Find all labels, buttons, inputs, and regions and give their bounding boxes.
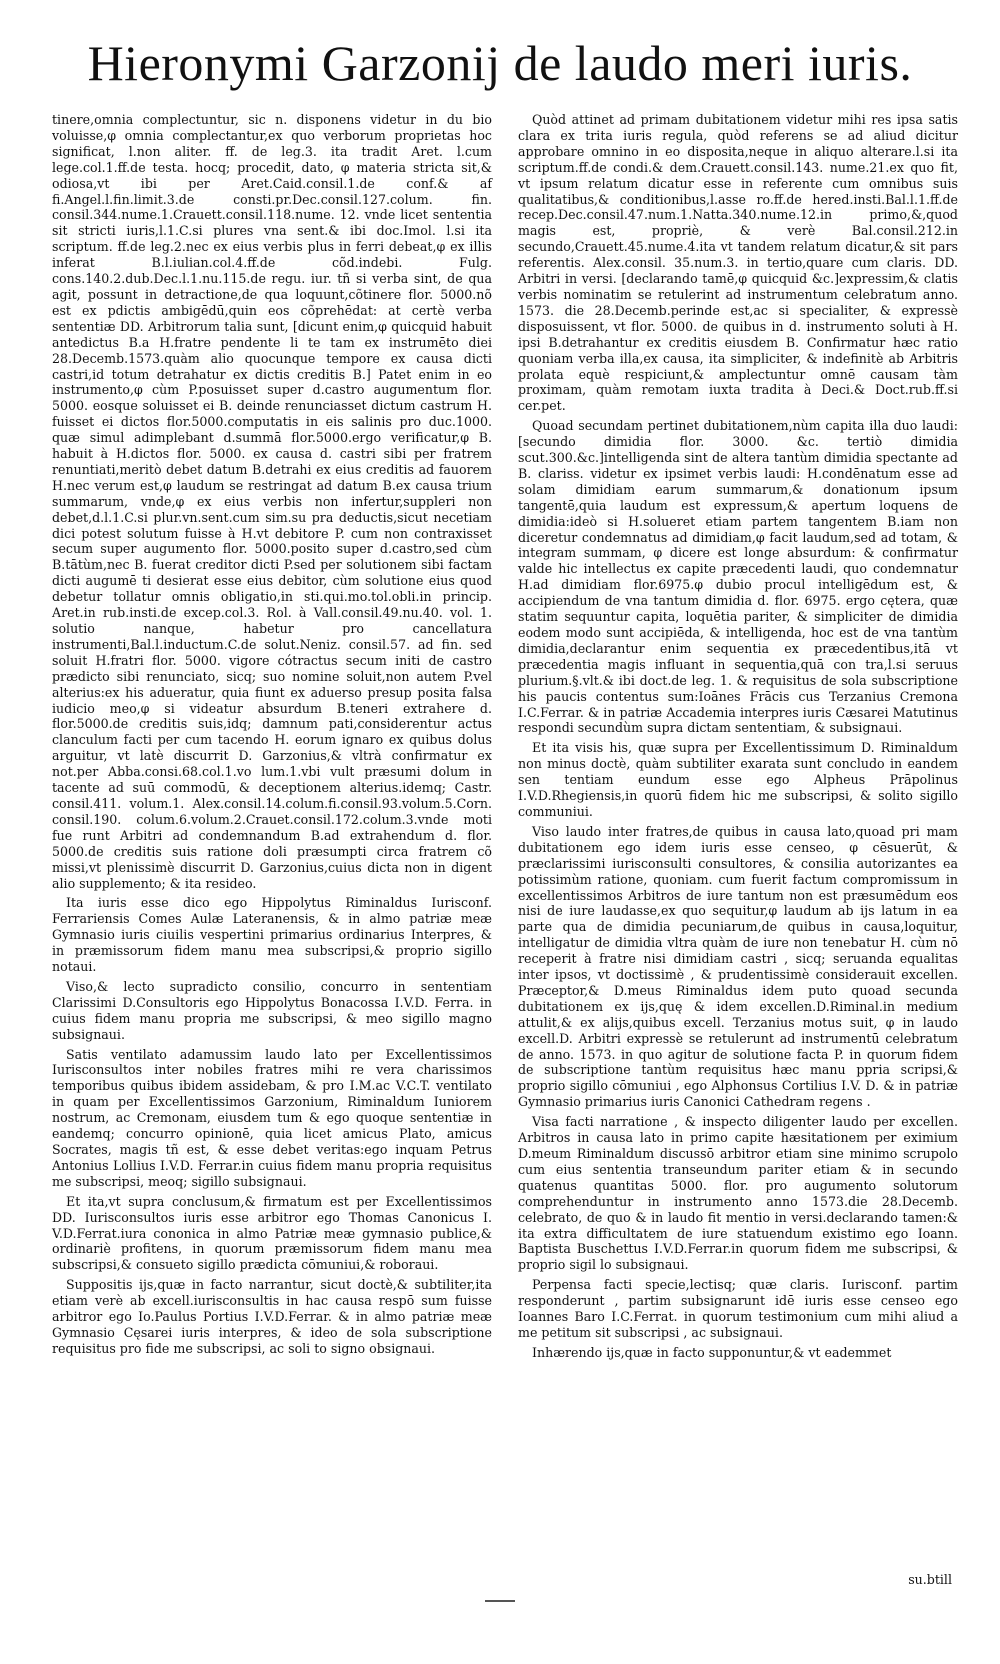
right-paragraph-5: Visa facti narratione , & inspecto diligenter laudo per excellen. Arbitros in causa lato in primo capite hæsitationem per eximium D.meum Riminaldum discussō arbitror etiam sine minimo scrupolo cum eius sententia transeundum pariter etiam & in secundo quatenus quantitas 5000. flor. pro augumento solutorum comprehenduntur in instrumento anno 1573.die 28.Decemb. celebrato, de quo & in laudo fit mentio in versi.declarando tamen:& ita extra difficultatem de iure statuendum existimo ego Ioann. Baptista Buschettus I.V.D.Ferrar.in quorum fidem me subscripsi, & proprio sigil lo subsignaui. <box>518 1114 958 1273</box>
left-paragraph-2: Ita iuris esse dico ego Hippolytus Riminaldus Iurisconf. Ferrariensis Comes Aulæ Lateranensis, & in almo patriæ meæ Gymnasio iuris ciuilis vespertini primarius ordinarius Interpres, & in præmissorum fidem manu mea subscripsi,& proprio sigillo notaui. <box>52 895 492 975</box>
right-paragraph-1: Quòd attinet ad primam dubitationem videtur mihi res ipsa satis clara ex trita iuris regula, quòd referens se ad aliud dicitur approbare omnino in eo disposita,neque in aliquo alterare.l.si ita scriptum.ff.de condi.& dem.Crauett.consil.143. nume.21.ex quo fit, vt ipsum relatum dicatur esse in referente cum omnibus suis qualitatibus,& conditionibus,l.asse ro.ff.de hered.insti.Bal.l.1.ff.de recep.Dec.consil.47.num.1.Natta.340.nume.12.in primo,&,quod magis est, propriè, & verè Bal.consil.212.in secundo,Crauett.45.nume.4.ita vt tandem relatum dicatur,& sit pars referentis. Alex.consil. 35.num.3. in tertio,quare cum claris. DD. Arbitri in versi. [declarando tamē,φ quicquid &c.]expressim,& clatis verbis nominatim se retulerint ad instrumentum celebratum anno. 1573. die 28.Decemb.perinde est,ac si specialiter, & expressè disposuissent, vt flor. 5000. de quibus in d. instrumento soluti à H. ipsi B.detrahantur ex creditis eiusdem B. Confirmatur hæc ratio quoniam verba illa,ex causa, ita simpliciter, & indefinitè ab Arbitris prolata equè respiciunt,& amplectuntur omnē causam tàm proximam, quàm remotam iuxta tradita à Deci.& Doct.rub.ff.si cer.pet. <box>518 112 958 414</box>
running-head: Hieronymi Garzonij de laudo meri iuris. <box>87 35 913 91</box>
left-paragraph-5: Et ita,vt supra conclusum,& firmatum est per Excellentissimos DD. Iurisconsultos iuris esse arbitror ego Thomas Canonicus I. V.D.Ferrat.iura cononica in almo Patriæ meæ gymnasio publice,& ordinariè profitens, in quorum præmissorum fidem manu mea subscripsi,& consueto sigillo prædicta cōmuniui,& roboraui. <box>52 1193 492 1273</box>
left-column <box>52 112 492 1361</box>
right-column <box>518 112 958 1365</box>
catchword: su.btill <box>908 1572 952 1587</box>
left-paragraph-3: Viso,& lecto supradicto consilio, concurro in sententiam Clarissimi D.Consultoris ego Hippolytus Bonacossa I.V.D. Ferra. in cuius fidem manu propria me subscripsi, & meo sigillo magno subsignaui. <box>52 978 492 1042</box>
right-paragraph-3: Et ita visis his, quæ supra per Excellentissimum D. Riminaldum non minus doctè, quàm subtiliter exarata sunt concludo in eandem sen tentiam eundum esse ego Alpheus Prāpolinus I.V.D.Rhegiensis,in quorū fidem hic me subscripsi, & solito sigillo communiui. <box>518 740 958 819</box>
right-paragraph-7: Inhærendo ijs,quæ in facto supponuntur,& vt eademmet <box>532 1344 892 1360</box>
footer-mark <box>485 1598 491 1605</box>
left-paragraph-6: Suppositis ijs,quæ in facto narrantur, sicut doctè,& subtiliter,ita etiam verè ab excell.iurisconsultis in hac causa respō sum fuisse arbitror ego Io.Paulus Portius I.V.D.Ferrar. & in almo patriæ meæ Gymnasio Cęsarei iuris interpres, & ideo de sola subscriptione requisitus pro fide me subscripsi, ac soli to signo obsignaui. <box>52 1277 492 1356</box>
footer-rule <box>485 1600 515 1606</box>
left-paragraph-4: Satis ventilato adamussim laudo lato per Excellentissimos Iurisconsultos inter nobiles fratres mihi re vera charissimos temporibus quibus ibidem assidebam, & pro I.M.ac V.C.T. ventilato in quam per Excellentissimos Garzonium, Riminaldum Iuniorem nostrum, ac Cremonam, eiusdem tum & ego quoque sententiæ in eandemq; concurro opinionē, quia licet amicus Plato, amicus Socrates, magis tñ est, & esse debet veritas:ego inquam Petrus Antonius Lollius I.V.D. Ferrar.in cuius fidem manu propria requisitus me subscripsi, meoq; sigillo subsignaui. <box>52 1046 492 1189</box>
left-paragraph-1: tinere,omnia complectuntur, sic n. disponens videtur in du bio voluisse,φ omnia complectantur,ex quo verborum proprietas hoc significat, l.non aliter. ff. de leg.3. ita tradit Aret. l.cum lege.col.1.ff.de testa. hocq; procedit, dato, φ materia stricta sit,& odiosa,vt ibi per Aret.Caid.consil.1.de conf.& af fi.Angel.l.fin.limit.3.de consti.pr.Dec.consil.127.colum. fin. consil.344.nume.1.Crauett.consil.118.nume. 12. vnde licet sententia sit stricti iuris,l.1.C.si plures vna sent.& ibi doc.Imol. l.si ita scriptum. ff.de leg.2.nec ex eius verbis plus in ferri debeat,φ ex illis inferat B.l.iulian.col.4.ff.de cõd.indebi. Fulg. cons.140.2.dub.Dec.l.1.nu.115.de regu. iur. tñ si verba sint, de qua agit, possunt in detractione,de qua loquunt,cõtinere flor. 5000.nõ est ex pdictis ambigēdū,quin eos cõprehēdat: at certè verba sententiæ DD. Arbitrorum talia sunt, [dicunt enim,φ quicquid habuit antedictus B.a H.fratre pendente li te tam ex instrumēto diei 28.Decemb.1573.quàm alio quocunque tempore ex causa dicti castri,id totum detrahatur ex dictis creditis B.] Patet enim in eo instrumento,φ cùm P.posuisset super d.castro augumentum flor. 5000. eosque soluisset ei B. deinde renunciasset dictum castrum H. fuisset ei dictos flor.5000.computatis in eis salinis pro duc.1000. quæ simul adimplebant d.summā flor.5000.ergo verificatur,φ B. habuit à H.dictos flor. 5000. ex causa d. castri sibi per fratrem renuntiati,meritò debet datum B.detrahi ex eius creditis ad fauorem H.nec verum est,φ laudum se restringat ad datum B.ex causa trium summarum, vnde,φ ex eius verbis non infertur,suppleri non debet,d.l.1.C.si plur.vn.sent.cum sim.su pra deductis,sicut necetiam dici potest solutum fuisse à H.vt debitore P. cum non contraxisset secum super augumento flor. 5000.posito super d.castro,sed cùm B.tātùm,nec B. fuerat creditor dicti P.sed per solutionem sibi factam dicti augumē ti desierat esse eius debitor, cùm solutione eius quod debetur tollatur omnis obligatio,in sti.qui.mo.tol.obli.in princip. Aret.in rub.insti.de excep.col.3. Rol. à Vall.consil.49.nu.40. vol. 1. solutio nanque, habetur pro cancellatura instrumenti,Bal.l.inductum.C.de solut.Neniz. consil.57. ad fin. sed soluit H.fratri flor. 5000. vigore cótractus secum initi de castro prædicto sibi renunciato, sicq; suo nomine soluit,non autem P.vel alterius:ex his adueratur, quia fiunt ex aduerso presup posita falsa iudicio meo,φ si videatur absurdum B.teneri extrahere d. flor.5000.de creditis suis,idq; damnum pati,considerentur actus clanculum facti per cum tacendo H. eorum ignaro ex quibus dolus arguitur, vt latè discurrit D. Garzonius,& vltrà confirmatur ex not.per Abba.consi.68.col.1.vo lum.1.vbi vult præsumi dolum in tacente ad suū commodū, & deceptionem alterius.idemq; Castr. consil.411. volum.1. Alex.consil.14.colum.fi.consil.93.volum.5.Corn. consil.190. colum.6.volum.2.Crauet.consil.172.colum.3.vnde moti fue runt Arbitri ad condemnandum B.ad extrahendum d. flor. 5000.de creditis suis ratione doli præsumpti circa fratrem cõ missi,vt plenissimè discurrit D. Garzonius,cuius dicta non in digent alio supplemento; & ita resideo. <box>52 112 492 891</box>
right-paragraph-2: Quoad secundam pertinet dubitationem,nùm capita illa duo laudi: [secundo dimidia flor. 3000. &c. tertiò dimidia scut.300.&c.]intelligenda sint de altera tantùm dimidia spectante ad B. clariss. videtur ex ipsimet verbis laudi: H.condēnatum esse ad solam dimidiam earum summarum,& donationum ipsum tangentē,quia laudum est expressum,& apertum loquens de dimidia:ideò si H.solueret etiam partem tangentem B.iam non diceretur condemnatus ad dimidiam,φ facit laudum,sed ad totam, & integram summam, φ dicere est longe absurdum: & confirmatur valde hic intellectus ex capite præcedenti laudi, quo condemnatur H.ad dimidiam flor.6975.φ dubio procul intelligēdum est, & accipiendum de vna tantum dimidia d. flor. 6975. ergo cętera, quæ statim sequuntur capita, loquētia pariter, & simpliciter de dimidia eodem modo sunt accipiēda, & intelligenda, hoc est de vna tantùm dimidia,declarantur enim sequentia ex præcedentibus,itā vt præcedentia magis influant in sequentia,quā con tra,l.si seruus plurium.§.vlt.& ibi doct.de leg. 1. & requisitus de sola subscriptione his paucis contentus sum:Ioānes Frācis cus Terzanius Cremona I.C.Ferrar. & in patriæ Accademia interpres iuris Cæsarei Matutinus respondi secundùm supra dictam sententiam, & subsignaui. <box>518 418 958 736</box>
right-paragraph-4: Viso laudo inter fratres,de quibus in causa lato,quoad pri mam dubitationem ego idem iuris esse censeo, φ cēsuerūt, & præclarissimi iurisconsulti consultores, & consilia autorizantes ea potissimùm ratione, quoniam. cum fuerit factum compromissum in excellentissimos Arbitros de iure tantum non est præsumēdum eos nisi de iure laudasse,ex quo sequitur,φ laudum ab ijs latum in ea parte qua de dimidia pecuniarum,de quibus in causa,loquitur, intelligatur de dimidia vltra quàm de iure non tenebatur H. cùm nō receperit à fratre nisi dimidiam castri , sicq; seruanda equalitas inter ipsos, vt doctissimè , & prudentissimè considerauit excellen. Præceptor,& D.meus Riminaldus idem puto quoad secunda dubitationem ex ijs,quę & idem excellen.D.Riminal.in medium attulit,& ex alijs,quibus excell. Terzanius motus suit, φ in laudo excell.D. Arbitri expressè se retulerunt ad instrumentū celebratum de anno. 1573. in quo agitur de solutione facta P. in quorum fidem de subscriptione tantùm requisitus hæc manu ppria scripsi,& proprio sigillo cōmuniui , ego Alphonsus Cortilius I.V. D. & in patriæ Gymnasio primarius iuris Canonici Cathedram regens . <box>518 823 958 1110</box>
right-paragraph-6: Perpensa facti specie,lectisq; quæ claris. Iurisconf. partim responderunt , partim subsignarunt idē iuris esse censeo ego Ioannes Baro I.C.Ferrat. in quorum testimonium cum mihi aliud a me petitum sit subscripsi , ac subsignaui. <box>518 1277 958 1340</box>
